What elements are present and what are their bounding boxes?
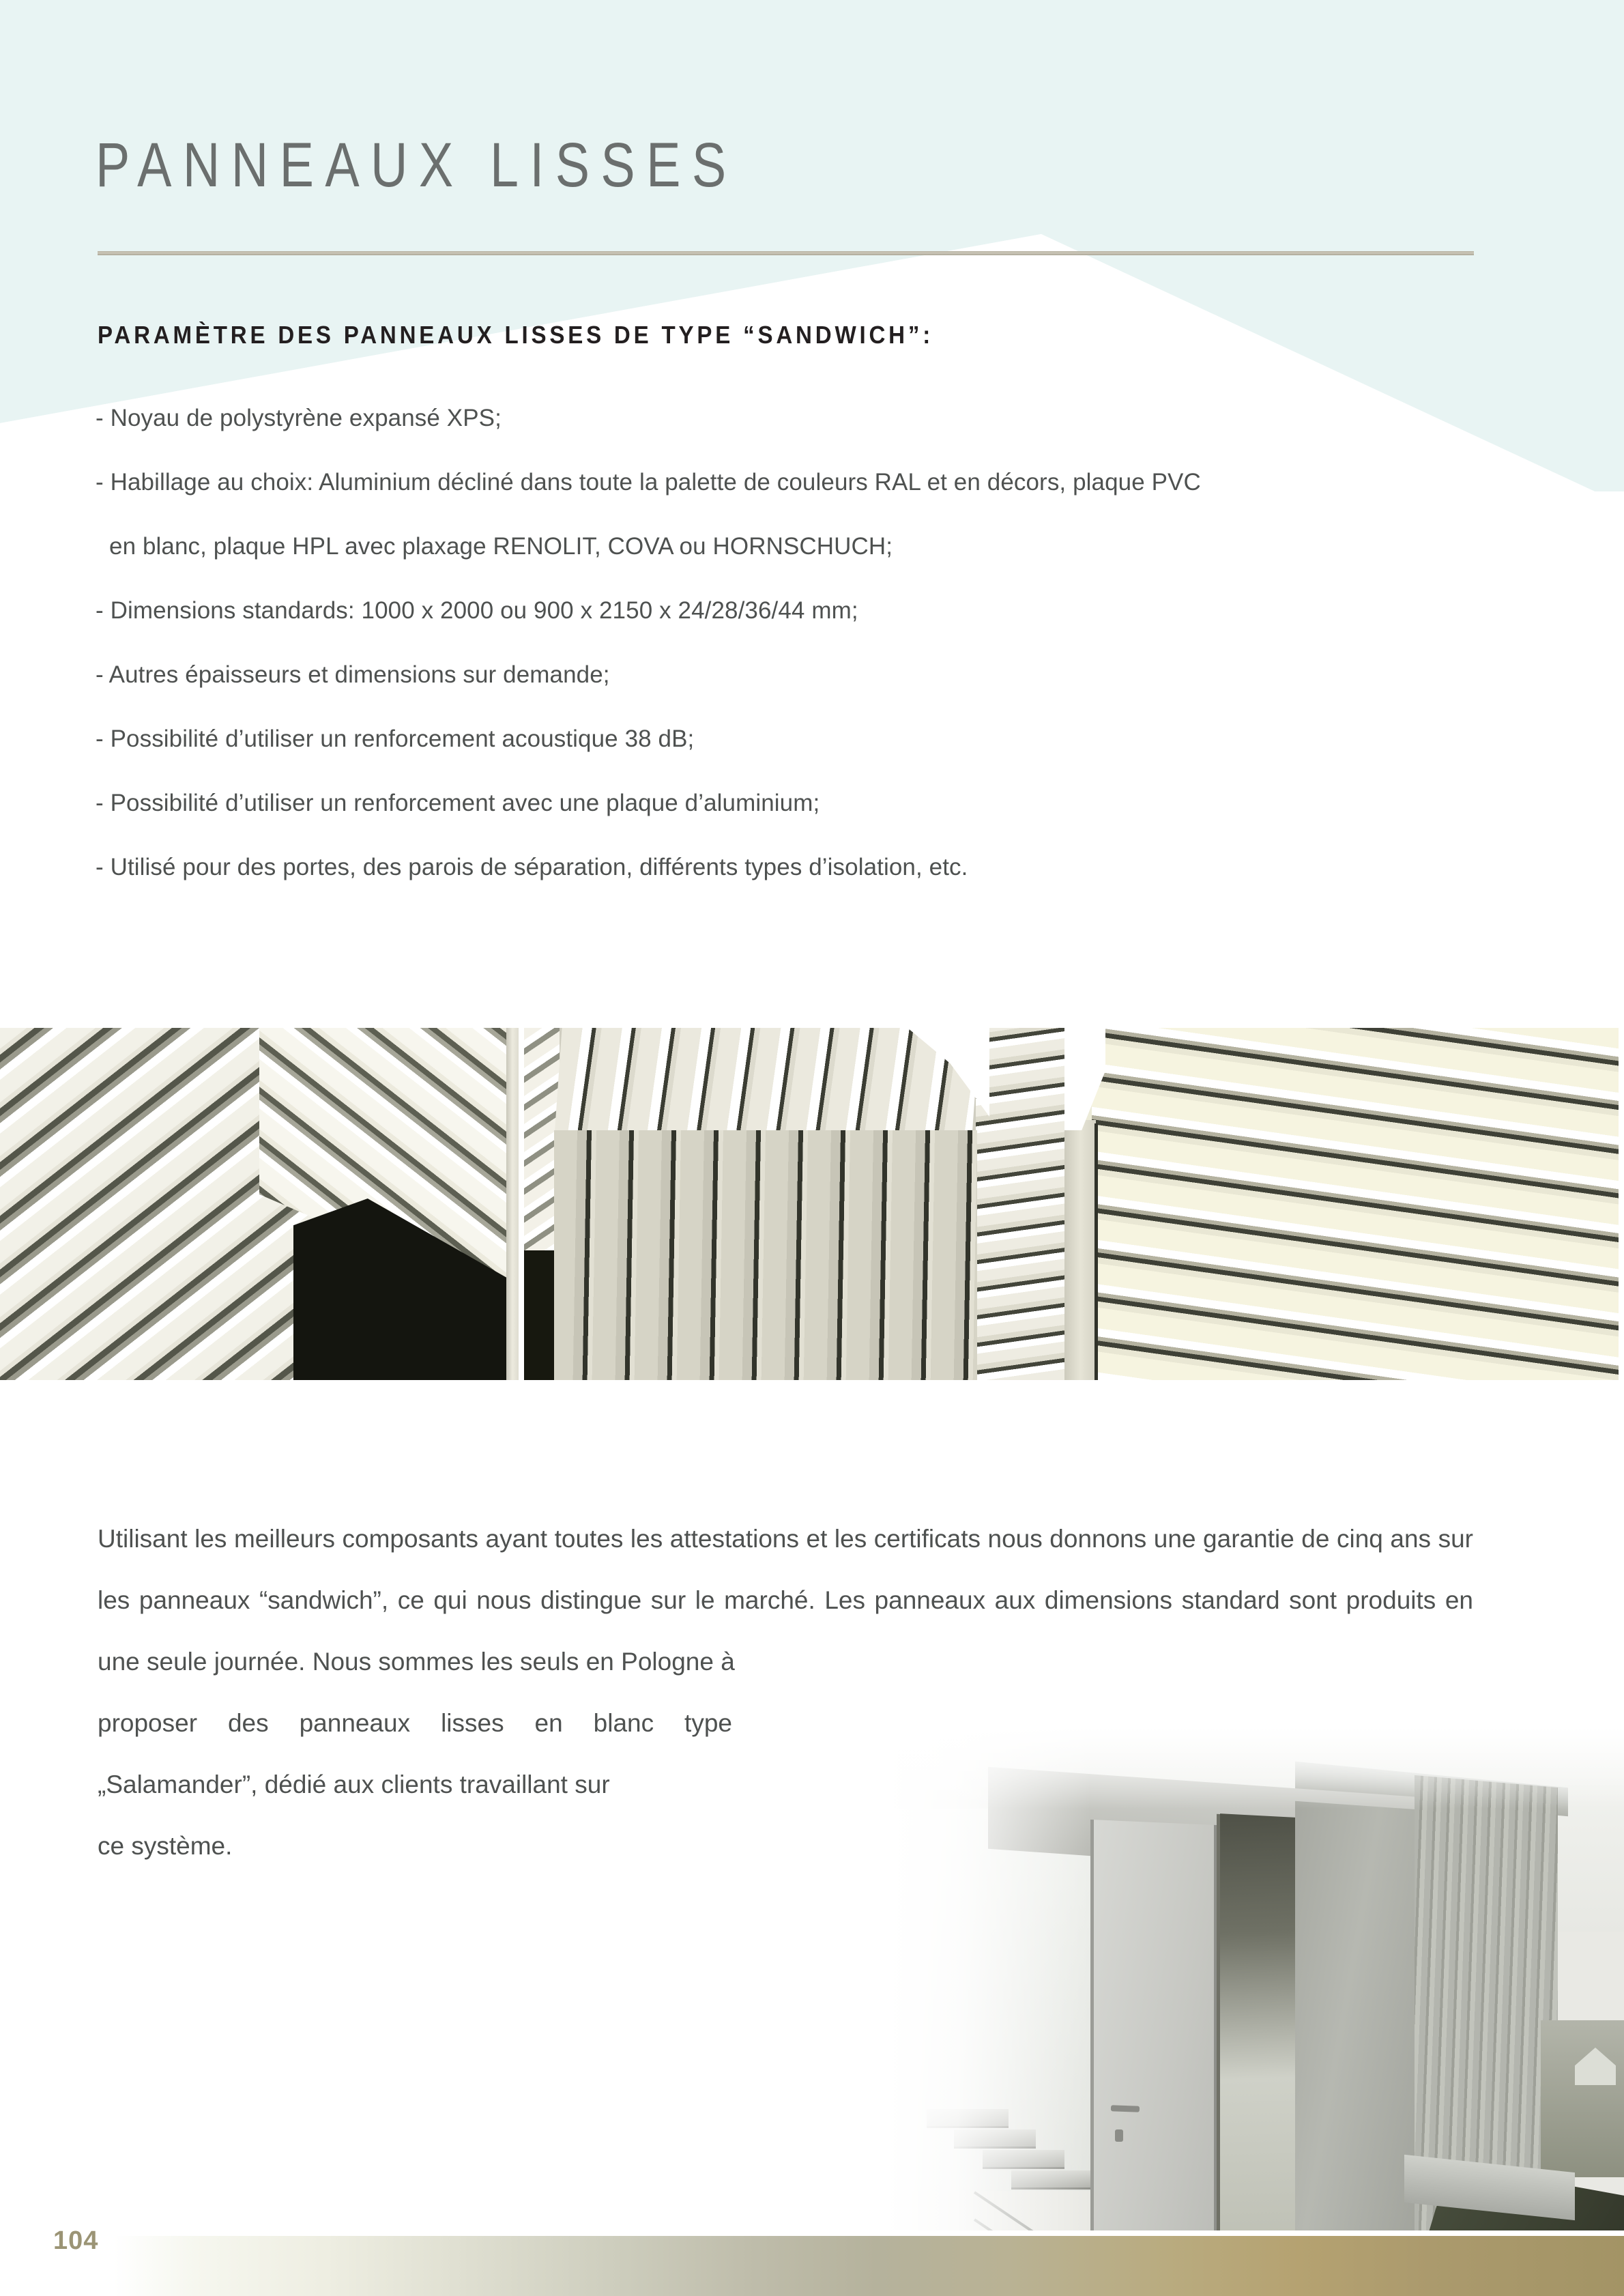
building-entrance-photo (886, 1727, 1624, 2230)
paragraph-narrow: proposer des panneaux lisses en blanc type „Salamander”, dédié aux clients travaillant sur (98, 1709, 732, 1798)
photo-panel-left-column (1064, 1120, 1096, 1380)
product-photo-strip (0, 1028, 1624, 1380)
photo-concrete-wall (1295, 1801, 1418, 2230)
list-item: - Possibilité d’utiliser un renforcement avec une plaque d’aluminium; (96, 790, 820, 816)
list-item: - Habillage au choix: Aluminium décliné dans toute la palette de couleurs RAL et en décors, plaque PVC (96, 469, 1201, 496)
photo-panel-edge (506, 1028, 519, 1380)
paragraph-closing: ce système. (98, 1832, 233, 1860)
list-item: en blanc, plaque HPL avec plaxage RENOLIT, COVA ou HORNSCHUCH; (109, 533, 893, 560)
list-item: - Dimensions standards: 1000 x 2000 ou 900 x 2150 x 24/28/36/44 mm; (96, 597, 858, 624)
photo-top-fade (886, 1727, 1624, 1809)
paragraph-main: Utilisant les meilleurs composants ayant toutes les attestations et les certificats nous donnons une garantie de cinq ans sur les panneaux “sandwich”, ce qui nous distingue sur le marché. Les panneaux aux dimensions standard sont produits en une seule journée. Nous sommes les seuls en Pologne à (98, 1525, 1473, 1676)
page-title: PANNEAUX LISSES (96, 130, 738, 200)
photo-sidelight-glazing (1220, 1813, 1295, 2230)
list-item: - Utilisé pour des portes, des parois de séparation, différents types d’isolation, etc. (96, 854, 968, 880)
product-photo-panel-corner (0, 1028, 519, 1380)
photo-entrance-door (1090, 1820, 1217, 2230)
footer-gradient-bar (0, 2236, 1624, 2296)
title-divider-rule (98, 251, 1474, 255)
photo-panel-top-face (554, 1028, 979, 1137)
photo-door-handle (1111, 2105, 1140, 2112)
photo-panel-dark-edge (1094, 1123, 1098, 1380)
list-item: - Possibilité d’utiliser un renforcement acoustique 38 dB; (96, 726, 695, 752)
photo-door-lock (1115, 2129, 1123, 2142)
list-item: - Noyau de polystyrène expansé XPS; (96, 405, 502, 431)
photo-shadow-region (524, 1250, 558, 1380)
photo-panel-front-face (554, 1130, 977, 1380)
photo-strip-gap (519, 1028, 524, 1380)
specification-list (96, 386, 1501, 900)
photo-panel-layer-stripes (1092, 1028, 1619, 1380)
product-photo-panel-layers (1064, 1028, 1619, 1380)
page-number: 104 (53, 2226, 99, 2255)
photo-background-trees (1541, 2020, 1624, 2177)
list-item: - Autres épaisseurs et dimensions sur demande; (96, 661, 610, 688)
product-photo-panel-edge (524, 1028, 1064, 1380)
section-heading: PARAMÈTRE DES PANNEAUX LISSES DE TYPE “SANDWICH”: (98, 321, 934, 349)
